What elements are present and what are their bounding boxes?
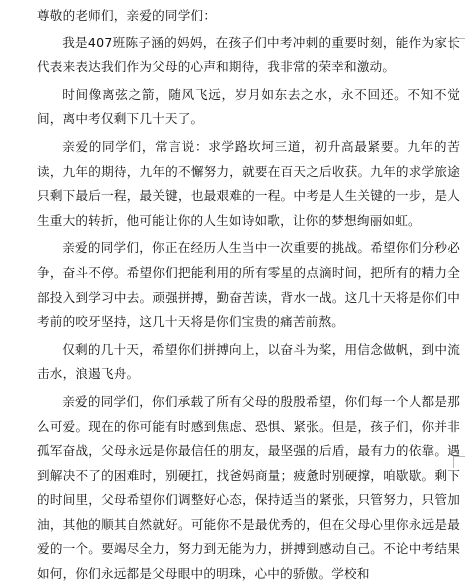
paragraph-challenge: 亲爱的同学们，你正在经历人生当中一次重要的挑战。希望你们分秒必争，奋斗不停。希望你们把能利用的所有零星的点滴时间，把所有的精力全部投入到学习中去。顽强拼搏，勤奋苦读，背水一战。这几十天将是你们中考前的咬牙坚持，这几十天将是你们宝贵的痛苦前熬。 <box>37 240 460 330</box>
paragraph-exam-importance: 亲爱的同学们，常言说：求学路坎坷三道，初升高最紧要。九年的苦读，九年的期待，九年的不懈努力，就要在百天之后收获。九年的求学旅途只剩下最后一程，最关键，也最艰难的一程。中考是人生关键的一步，是人生重大的转折，他可能让你的人生如诗如歌，让你的梦想绚丽如虹。 <box>37 138 460 228</box>
salutation: 尊敬的老师们，亲爱的同学们： <box>37 8 217 23</box>
paragraph-introduction: 我是407班陈子涵的妈妈，在孩子们中考冲刺的重要时刻，能作为家长代表来表达我们作为父母的心声和期待，我非常的荣幸和激动。 <box>37 34 460 75</box>
paragraph-encouragement: 仅剩的几十天，希望你们拼搏向上，以奋斗为桨，用信念做帆，到中流击水，浪遏飞舟。 <box>37 341 460 382</box>
paragraph-time-passing: 时间像离弦之箭，随风飞远，岁月如东去之水，永不回还。不知不觉间，离中考仅剩下几十天了。 <box>37 86 460 127</box>
margin-corner-mark <box>453 456 465 468</box>
paragraph-parents-support: 亲爱的同学们，你们承载了所有父母的殷殷希望，你们每一个人都是那么可爱。现在的你可能有时感到焦虑、恐惧、紧张。但是，孩子们，你并非孤军奋战，父母永远是你最信任的朋友，最坚强的后盾，最有力的依靠。遇到解决不了的困难时，别硬扛，找爸妈商量；疲惫时别硬撑，咱歇歇。剩下的时间里，父母希望你们调整好心态，保持适当的紧张，只管努力，只管加油，其他的顺其自然就好。可能你不是最优秀的，但在父母心里你永远是最爱的一个。要竭尽全力，努力到无能为力，拼搏到感动自己。不论中考结果如何，你们永远都是父母眼中的明珠，心中的骄傲。学校和 <box>37 393 460 582</box>
margin-corner-mark <box>453 38 465 50</box>
